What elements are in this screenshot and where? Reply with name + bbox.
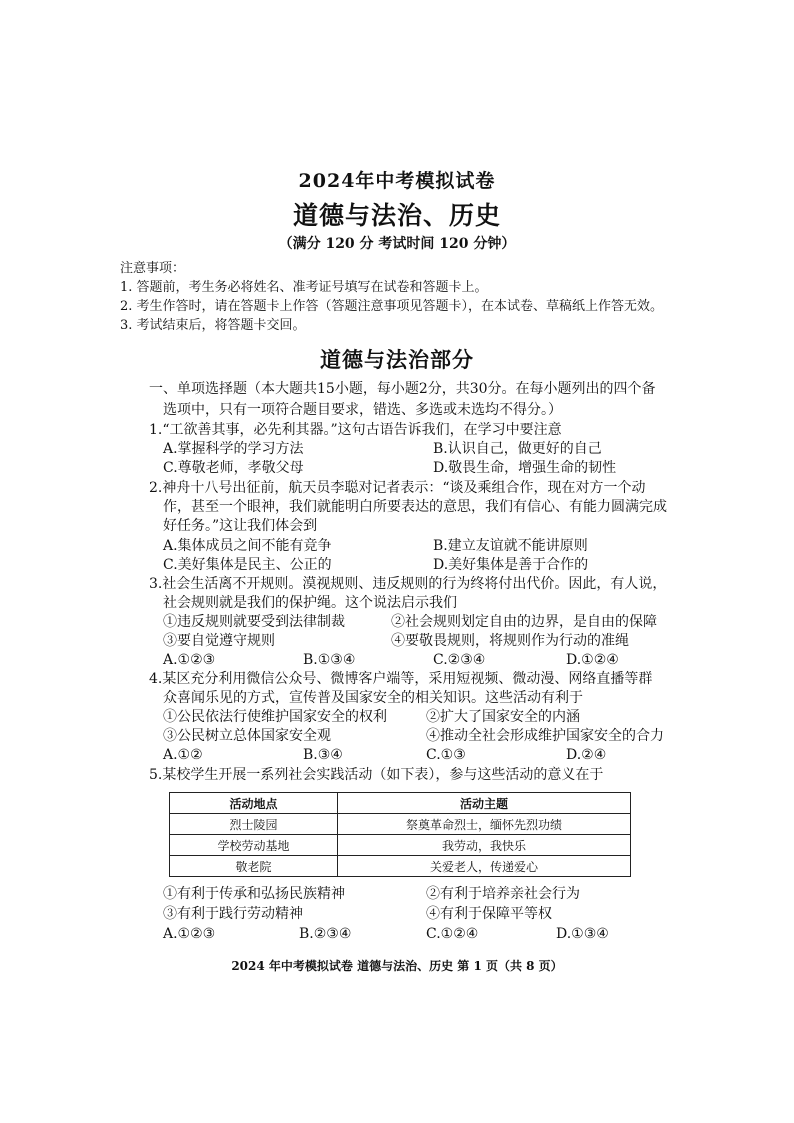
q5-option-c: C.①②④ <box>426 926 479 942</box>
q3-option-c: C.②③④ <box>433 652 486 668</box>
table-cell-location: 敬老院 <box>170 856 338 877</box>
q3-stem-line2: 社会规则就是我们的保护绳。这个说法启示我们 <box>163 595 457 611</box>
table-cell-location: 学校劳动基地 <box>170 835 338 856</box>
subject-title: 道德与法治、历史 <box>292 201 501 230</box>
q5-statement-3: ③有利于践行劳动精神 <box>163 906 303 922</box>
q4-option-c: C.①③ <box>426 747 466 763</box>
q5-statement-2: ②有利于培养亲社会行为 <box>426 886 580 902</box>
q3-statement-1: ①违反规则就要受到法律制裁 <box>163 614 345 630</box>
q1-option-b: B.认识自己，做更好的自己 <box>433 441 602 457</box>
q5-statement-4: ④有利于保障平等权 <box>426 906 552 922</box>
q2-option-b: B.建立友谊就不能讲原则 <box>433 538 588 554</box>
q3-statement-2: ②社会规则划定自由的边界，是自由的保障 <box>391 614 657 630</box>
q4-option-d: D.②④ <box>566 747 607 763</box>
activity-table <box>169 792 631 877</box>
table-row <box>170 814 631 835</box>
q3-option-d: D.①②④ <box>566 652 619 668</box>
section-instruction-1: 一、单项选择题（本大题共15小题，每小题2分，共30分。在每小题列出的四个备 <box>149 381 656 397</box>
q2-option-a: A.集体成员之间不能有竞争 <box>163 538 332 554</box>
q5-stem: 5.某校学生开展一系列社会实践活动（如下表），参与这些活动的意义在于 <box>149 767 604 783</box>
notes-heading: 注意事项： <box>120 261 186 276</box>
table-row <box>170 835 631 856</box>
q2-stem-line2: 作，甚至一个眼神，我们就能明白所要表达的意思，我们有信心、有能力圆满完成 <box>163 499 667 515</box>
table-cell-location: 烈士陵园 <box>170 814 338 835</box>
q1-option-a: A.掌握科学的学习方法 <box>163 441 304 457</box>
exam-info: （满分 120 分 考试时间 120 分钟） <box>278 236 516 252</box>
note-item-3: 3. 考试结束后，将答题卡交回。 <box>120 318 306 333</box>
note-item-1: 1. 答题前，考生务必将姓名、准考证号填写在试卷和答题卡上。 <box>120 280 488 295</box>
q4-option-b: B.③④ <box>303 747 343 763</box>
exam-title: 2024年中考模拟试卷 <box>298 170 496 192</box>
table-header-row <box>170 793 631 814</box>
q3-option-a: A.①②③ <box>163 652 216 668</box>
q4-statement-2: ②扩大了国家安全的内涵 <box>426 709 580 725</box>
q2-stem-line1: 2.神舟十八号出征前，航天员李聪对记者表示：“谈及乘组合作，现在对方一个动 <box>149 480 646 496</box>
q2-stem-line3: 好任务。”这让我们体会到 <box>163 518 318 534</box>
q1-option-c: C.尊敬老师，孝敬父母 <box>163 460 304 476</box>
q3-stem-line1: 3.社会生活离不开规则。漠视规则、违反规则的行为终将付出代价。因此，有人说， <box>149 576 667 592</box>
table-header-theme: 活动主题 <box>338 793 631 814</box>
table-cell-theme: 我劳动，我快乐 <box>338 835 631 856</box>
q1-stem: 1.“工欲善其事，必先利其器。”这句古语告诉我们，在学习中要注意 <box>149 422 562 438</box>
q4-option-a: A.①② <box>163 747 203 763</box>
q5-option-d: D.①③④ <box>556 926 609 942</box>
table-cell-theme: 关爱老人，传递爱心 <box>338 856 631 877</box>
q1-option-d: D.敬畏生命，增强生命的韧性 <box>433 460 617 476</box>
q4-statement-1: ①公民依法行使维护国家安全的权利 <box>163 709 387 725</box>
q4-stem-line2: 众喜闻乐见的方式，宣传普及国家安全的相关知识。这些活动有利于 <box>163 690 583 706</box>
table-cell-theme: 祭奠革命烈士，缅怀先烈功绩 <box>338 814 631 835</box>
note-item-2: 2. 考生作答时，请在答题卡上作答（答题注意事项见答题卡），在本试卷、草稿纸上作答无效。 <box>120 299 664 314</box>
table-row <box>170 856 631 877</box>
q2-option-d: D.美好集体是善于合作的 <box>433 557 589 573</box>
q2-option-c: C.美好集体是民主、公正的 <box>163 557 332 573</box>
q5-option-a: A.①②③ <box>163 926 216 942</box>
q4-stem-line1: 4.某区充分利用微信公众号、微博客户端等，采用短视频、微动漫、网络直播等群 <box>149 671 653 687</box>
section-title: 道德与法治部分 <box>320 347 474 372</box>
table-header-location: 活动地点 <box>170 793 338 814</box>
q3-option-b: B.①③④ <box>303 652 356 668</box>
q3-statement-4: ④要敬畏规则，将规则作为行动的准绳 <box>391 633 629 649</box>
q5-option-b: B.②③④ <box>299 926 352 942</box>
q3-statement-3: ③要自觉遵守规则 <box>163 633 275 649</box>
q5-statement-1: ①有利于传承和弘扬民族精神 <box>163 886 345 902</box>
section-instruction-2: 选项中，只有一项符合题目要求，错选、多选或未选均不得分。） <box>163 402 562 418</box>
q4-statement-3: ③公民树立总体国家安全观 <box>163 728 331 744</box>
q4-statement-4: ④推动全社会形成维护国家安全的合力 <box>426 728 664 744</box>
page-footer: 2024 年中考模拟试卷 道德与法治、历史 第 1 页（共 8 页） <box>231 959 563 973</box>
